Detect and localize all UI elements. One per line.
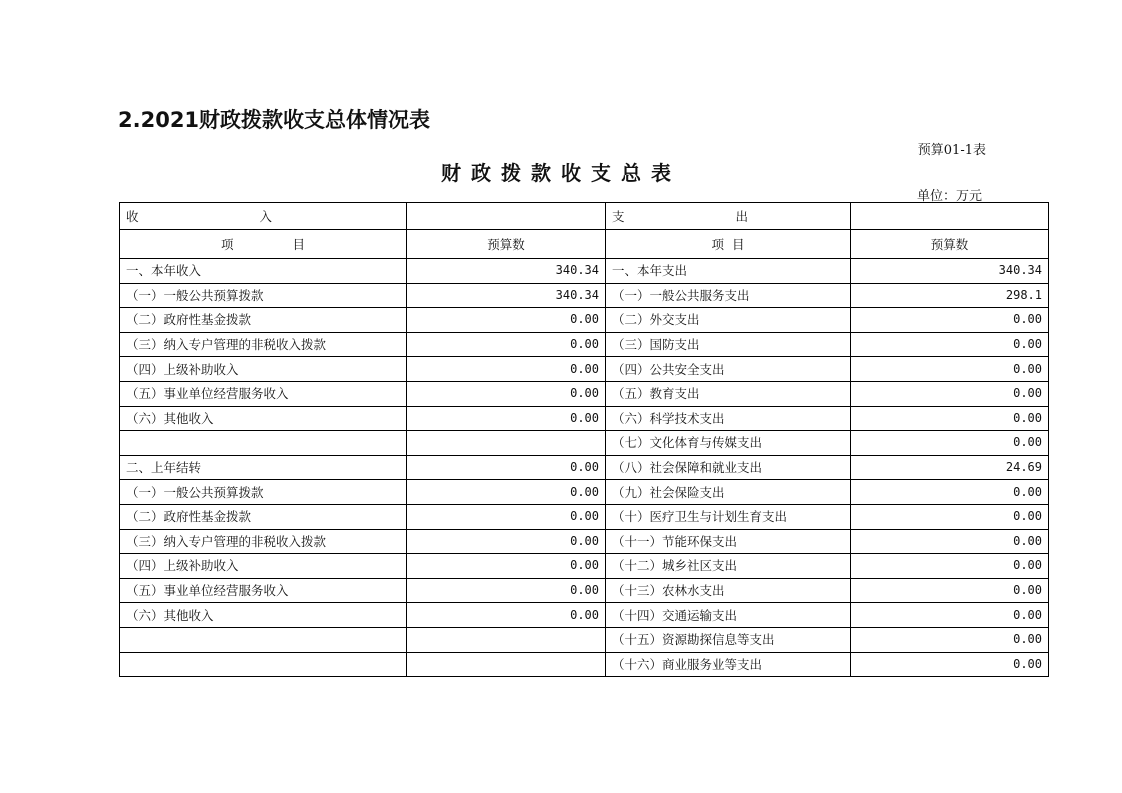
income-item-cell: （一）一般公共预算拨款 [120,480,407,505]
table-row [120,431,1049,456]
table-row [120,283,1049,308]
income-item-cell: （六）其他收入 [120,603,407,628]
expense-item-cell: （五）教育支出 [606,381,851,406]
income-value-cell: 0.00 [407,332,606,357]
expense-value-cell: 0.00 [851,529,1049,554]
form-code-label: 预算01-1表 [917,143,986,158]
income-label-right: 入 [259,208,272,224]
expense-item-column-header: 项 目 [606,230,851,259]
income-item-cell: （三）纳入专户管理的非税收入拨款 [120,332,407,357]
expense-item-cell: （十四）交通运输支出 [606,603,851,628]
document-title: 2.2021财政拨款收支总体情况表 [118,108,431,132]
income-item-cell: 一、本年收入 [120,259,407,284]
expense-label-left: 支 [612,208,625,224]
income-value-cell: 0.00 [407,554,606,579]
income-item-cell: （四）上级补助收入 [120,357,407,382]
table-row [120,381,1049,406]
unit-label: 单位：万元 [916,189,982,204]
expense-value-cell: 0.00 [851,652,1049,677]
expense-section-blank [851,203,1049,230]
table-row [120,357,1049,382]
header-row-section [120,203,1049,230]
expense-value-cell: 0.00 [851,627,1049,652]
expense-item-cell: （十五）资源勘探信息等支出 [606,627,851,652]
expense-value-cell: 0.00 [851,431,1049,456]
expense-value-cell: 0.00 [851,308,1049,333]
expense-item-cell: （八）社会保障和就业支出 [606,455,851,480]
income-item-cell: （六）其他收入 [120,406,407,431]
income-value-cell [407,627,606,652]
table-row [120,529,1049,554]
income-value-cell: 340.34 [407,283,606,308]
income-section-blank [407,203,606,230]
income-item-cell: （二）政府性基金拨款 [120,504,407,529]
income-value-cell: 0.00 [407,357,606,382]
income-value-cell: 0.00 [407,603,606,628]
income-value-cell [407,431,606,456]
expense-label-right: 出 [735,208,748,224]
expense-item-cell: （十二）城乡社区支出 [606,554,851,579]
income-item-column-header [120,230,407,259]
expense-value-cell: 0.00 [851,357,1049,382]
table-row [120,480,1049,505]
income-item-cell [120,627,407,652]
income-item-cell: （五）事业单位经营服务收入 [120,578,407,603]
expense-value-cell: 298.1 [851,283,1049,308]
item-label-right: 目 [292,236,305,252]
table-title: 财政拨款收支总表 [441,161,681,185]
expense-item-cell: （九）社会保险支出 [606,480,851,505]
table-row [120,455,1049,480]
income-item-cell: 二、上年结转 [120,455,407,480]
income-value-cell: 0.00 [407,381,606,406]
income-value-cell: 0.00 [407,480,606,505]
expense-item-cell: （四）公共安全支出 [606,357,851,382]
expense-section-header [606,203,851,230]
expense-budget-column-header: 预算数 [851,230,1049,259]
expense-item-cell: （十三）农林水支出 [606,578,851,603]
income-item-cell: （五）事业单位经营服务收入 [120,381,407,406]
expense-value-cell: 0.00 [851,406,1049,431]
income-item-cell: （四）上级补助收入 [120,554,407,579]
table-row [120,332,1049,357]
income-item-cell: （二）政府性基金拨款 [120,308,407,333]
header-row-columns [120,230,1049,259]
expense-value-cell: 0.00 [851,381,1049,406]
income-item-cell [120,652,407,677]
expense-value-cell: 0.00 [851,554,1049,579]
budget-summary-table [119,202,1049,677]
table-row [120,603,1049,628]
income-item-cell: （一）一般公共预算拨款 [120,283,407,308]
expense-value-cell: 0.00 [851,480,1049,505]
income-value-cell: 0.00 [407,455,606,480]
table-row [120,554,1049,579]
income-value-cell: 0.00 [407,308,606,333]
income-value-cell: 0.00 [407,529,606,554]
expense-item-cell: （十）医疗卫生与计划生育支出 [606,504,851,529]
table-row [120,578,1049,603]
table-row [120,627,1049,652]
income-value-cell: 0.00 [407,406,606,431]
expense-value-cell: 340.34 [851,259,1049,284]
income-value-cell: 0.00 [407,578,606,603]
expense-item-cell: （十六）商业服务业等支出 [606,652,851,677]
expense-item-cell: （七）文化体育与传媒支出 [606,431,851,456]
item-label-left: 项 [221,236,234,252]
expense-item-cell: （六）科学技术支出 [606,406,851,431]
expense-item-cell: 一、本年支出 [606,259,851,284]
expense-item-cell: （二）外交支出 [606,308,851,333]
table-row [120,652,1049,677]
expense-value-cell: 24.69 [851,455,1049,480]
income-label-left: 收 [126,208,139,224]
expense-value-cell: 0.00 [851,332,1049,357]
expense-value-cell: 0.00 [851,578,1049,603]
income-section-header [120,203,407,230]
income-value-cell: 340.34 [407,259,606,284]
table-row [120,259,1049,284]
table-row [120,504,1049,529]
income-item-cell: （三）纳入专户管理的非税收入拨款 [120,529,407,554]
expense-item-cell: （一）一般公共服务支出 [606,283,851,308]
income-value-cell [407,652,606,677]
expense-value-cell: 0.00 [851,504,1049,529]
expense-item-cell: （三）国防支出 [606,332,851,357]
table-row [120,308,1049,333]
expense-value-cell: 0.00 [851,603,1049,628]
table-row [120,406,1049,431]
income-budget-column-header: 预算数 [407,230,606,259]
income-value-cell: 0.00 [407,504,606,529]
expense-item-cell: （十一）节能环保支出 [606,529,851,554]
income-item-cell [120,431,407,456]
